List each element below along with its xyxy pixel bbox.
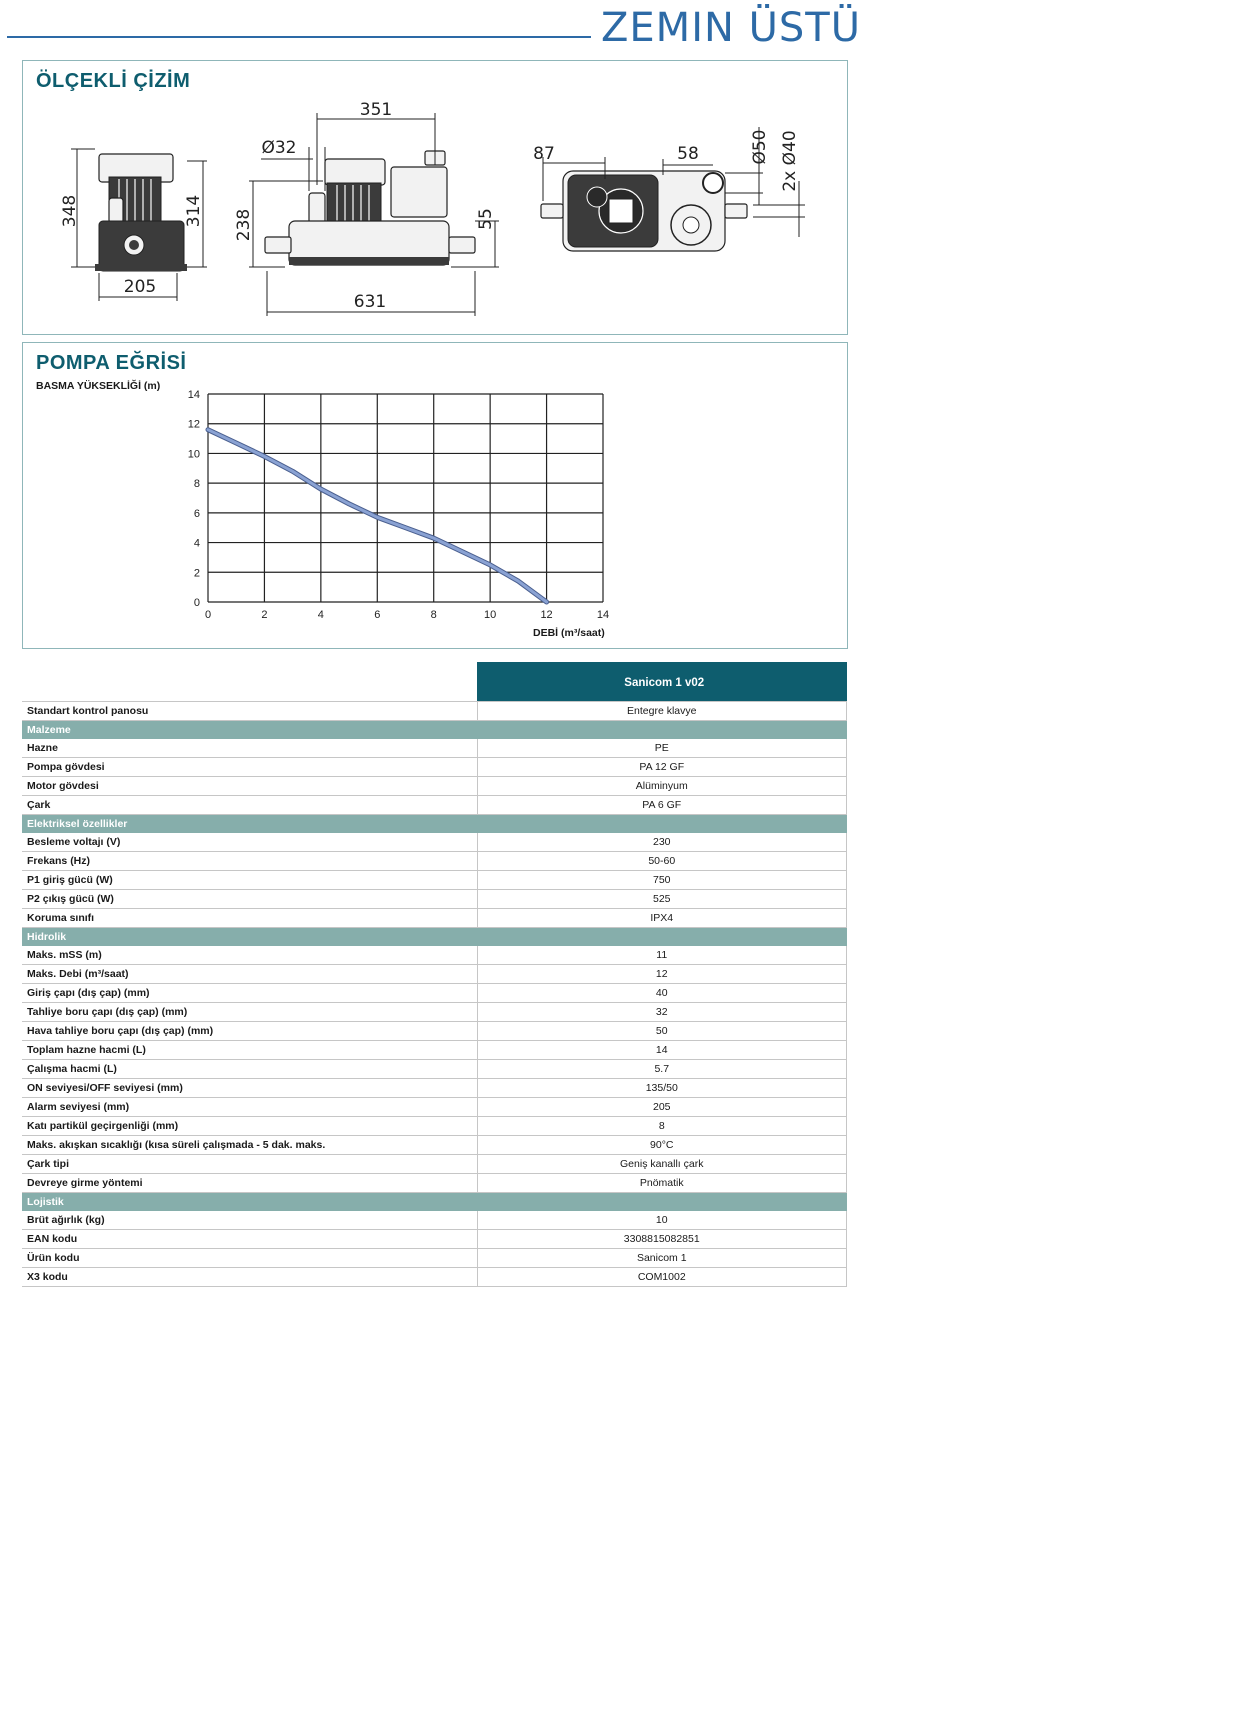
row-value: Geniş kanallı çark — [477, 1155, 847, 1174]
dim-351: 351 — [359, 100, 393, 120]
row-value: 8 — [477, 1117, 847, 1136]
chart-grid — [208, 394, 603, 602]
x-axis-label: DEBİ (m³/saat) — [533, 627, 605, 639]
row-label: Devreye girme yöntemi — [22, 1174, 477, 1193]
row-value: 50 — [477, 1022, 847, 1041]
row-label: Maks. mSS (m) — [22, 946, 477, 965]
x-tick-label: 6 — [374, 609, 381, 621]
row-value: PE — [477, 739, 847, 758]
table-row — [22, 852, 847, 871]
section-row — [22, 721, 847, 739]
row-label: EAN kodu — [22, 1230, 477, 1249]
section-title: Lojistik — [22, 1193, 847, 1211]
table-row — [22, 777, 847, 796]
pump-curve-title: POMPA EĞRİSİ — [36, 352, 187, 374]
table-row — [22, 1041, 847, 1060]
dim-348: 348 — [60, 194, 80, 228]
row-value: COM1002 — [477, 1268, 847, 1287]
table-row — [22, 1117, 847, 1136]
row-value: 5.7 — [477, 1060, 847, 1079]
row-label: Pompa gövdesi — [22, 758, 477, 777]
row-label: Hava tahliye boru çapı (dış çap) (mm) — [22, 1022, 477, 1041]
row-value: 40 — [477, 984, 847, 1003]
table-row — [22, 1155, 847, 1174]
row-label: Maks. akışkan sıcaklığı (kısa süreli çalışmada - 5 dak. maks. — [22, 1136, 477, 1155]
x-tick-label: 0 — [204, 609, 212, 621]
table-row — [22, 739, 847, 758]
section-title: Malzeme — [22, 721, 847, 739]
row-label: Giriş çapı (dış çap) (mm) — [22, 984, 477, 1003]
page-title: ZEMIN ÜSTÜ — [601, 5, 861, 51]
table-row — [22, 890, 847, 909]
y-tick-label: 10 — [187, 448, 200, 461]
y-tick-label: 14 — [187, 389, 200, 401]
section-row — [22, 1193, 847, 1211]
row-value: 10 — [477, 1211, 847, 1230]
table-header-blank — [22, 663, 477, 702]
row-value: PA 6 GF — [477, 796, 847, 815]
row-value: 525 — [477, 890, 847, 909]
row-label: P1 giriş gücü (W) — [22, 871, 477, 890]
table-row — [22, 1060, 847, 1079]
row-value: 50-60 — [477, 852, 847, 871]
x-tick-label: 4 — [317, 609, 324, 621]
scale-drawing-panel — [22, 60, 848, 335]
x-tick-label: 10 — [484, 609, 497, 621]
table-row — [22, 946, 847, 965]
table-row — [22, 909, 847, 928]
dim-238: 238 — [234, 208, 254, 242]
table-row — [22, 1079, 847, 1098]
table-row — [22, 1003, 847, 1022]
y-tick-label: 0 — [193, 597, 200, 609]
dim-631: 631 — [353, 292, 387, 312]
dim-55: 55 — [476, 208, 496, 230]
section-title: Hidrolik — [22, 928, 847, 946]
row-label: Standart kontrol panosu — [22, 702, 477, 721]
row-label: X3 kodu — [22, 1268, 477, 1287]
table-row — [22, 833, 847, 852]
row-label: Hazne — [22, 739, 477, 758]
y-tick-label: 12 — [187, 418, 200, 431]
front-view-drawing — [95, 154, 187, 271]
dim-58: 58 — [677, 144, 699, 164]
row-label: Maks. Debi (m³/saat) — [22, 965, 477, 984]
table-row — [22, 1136, 847, 1155]
table-row — [22, 1268, 847, 1287]
scale-drawing — [23, 61, 847, 334]
pump-curve-chart — [23, 343, 847, 648]
table-row — [22, 702, 847, 721]
y-ticks — [188, 389, 200, 609]
table-row — [22, 1174, 847, 1193]
row-label: ON seviyesi/OFF seviyesi (mm) — [22, 1079, 477, 1098]
row-value: 90°C — [477, 1136, 847, 1155]
top-view-drawing — [541, 171, 747, 251]
y-tick-label: 2 — [193, 567, 200, 580]
row-value: 11 — [477, 946, 847, 965]
row-label: P2 çıkış gücü (W) — [22, 890, 477, 909]
x-tick-label: 8 — [430, 609, 437, 621]
row-label: Tahliye boru çapı (dış çap) (mm) — [22, 1003, 477, 1022]
table-row — [22, 1022, 847, 1041]
spec-table — [22, 662, 847, 1287]
dim-d50: Ø50 — [750, 129, 770, 165]
row-label: Katı partikül geçirgenliği (mm) — [22, 1117, 477, 1136]
row-value: 230 — [477, 833, 847, 852]
x-tick-label: 2 — [261, 609, 268, 621]
pump-curve-panel — [22, 342, 848, 649]
table-row — [22, 871, 847, 890]
table-row — [22, 984, 847, 1003]
row-value: 32 — [477, 1003, 847, 1022]
row-value: Pnömatik — [477, 1174, 847, 1193]
dim-2x-d40: 2x Ø40 — [780, 130, 800, 192]
row-value: 205 — [477, 1098, 847, 1117]
row-label: Brüt ağırlık (kg) — [22, 1211, 477, 1230]
x-ticks — [205, 609, 609, 621]
row-value: 3308815082851 — [477, 1230, 847, 1249]
section-row — [22, 815, 847, 833]
row-value: 14 — [477, 1041, 847, 1060]
y-tick-label: 4 — [193, 537, 200, 550]
table-row — [22, 1098, 847, 1117]
row-value: 750 — [477, 871, 847, 890]
row-label: Ürün kodu — [22, 1249, 477, 1268]
table-row — [22, 758, 847, 777]
y-tick-label: 6 — [193, 507, 200, 520]
row-label: Çalışma hacmi (L) — [22, 1060, 477, 1079]
scale-drawing-title: ÖLÇEKLİ ÇİZİM — [36, 70, 191, 92]
row-label: Koruma sınıfı — [22, 909, 477, 928]
x-tick-label: 12 — [540, 609, 553, 621]
row-value: Entegre klavye — [477, 702, 847, 721]
side-view-drawing — [265, 151, 475, 265]
row-value: PA 12 GF — [477, 758, 847, 777]
row-value: Alüminyum — [477, 777, 847, 796]
row-label: Çark tipi — [22, 1155, 477, 1174]
table-row — [22, 1230, 847, 1249]
table-row — [22, 965, 847, 984]
row-label: Toplam hazne hacmi (L) — [22, 1041, 477, 1060]
dim-205: 205 — [123, 277, 157, 297]
row-value: IPX4 — [477, 909, 847, 928]
table-header-row — [22, 663, 847, 702]
y-axis-label: BASMA YÜKSEKLİĞİ (m) — [36, 380, 161, 392]
section-row — [22, 928, 847, 946]
table-row — [22, 1249, 847, 1268]
section-title: Elektriksel özellikler — [22, 815, 847, 833]
row-label: Motor gövdesi — [22, 777, 477, 796]
row-label: Çark — [22, 796, 477, 815]
dim-314: 314 — [184, 194, 204, 228]
product-header: Sanicom 1 v02 — [477, 663, 847, 702]
header-rule — [7, 36, 591, 38]
row-label: Besleme voltajı (V) — [22, 833, 477, 852]
row-label: Alarm seviyesi (mm) — [22, 1098, 477, 1117]
row-value: Sanicom 1 — [477, 1249, 847, 1268]
dim-d32: Ø32 — [261, 138, 297, 158]
y-tick-label: 8 — [193, 478, 200, 491]
row-value: 12 — [477, 965, 847, 984]
dim-87: 87 — [533, 144, 555, 164]
row-label: Frekans (Hz) — [22, 852, 477, 871]
table-row — [22, 1211, 847, 1230]
row-value: 135/50 — [477, 1079, 847, 1098]
x-tick-label: 14 — [596, 609, 610, 621]
table-row — [22, 796, 847, 815]
